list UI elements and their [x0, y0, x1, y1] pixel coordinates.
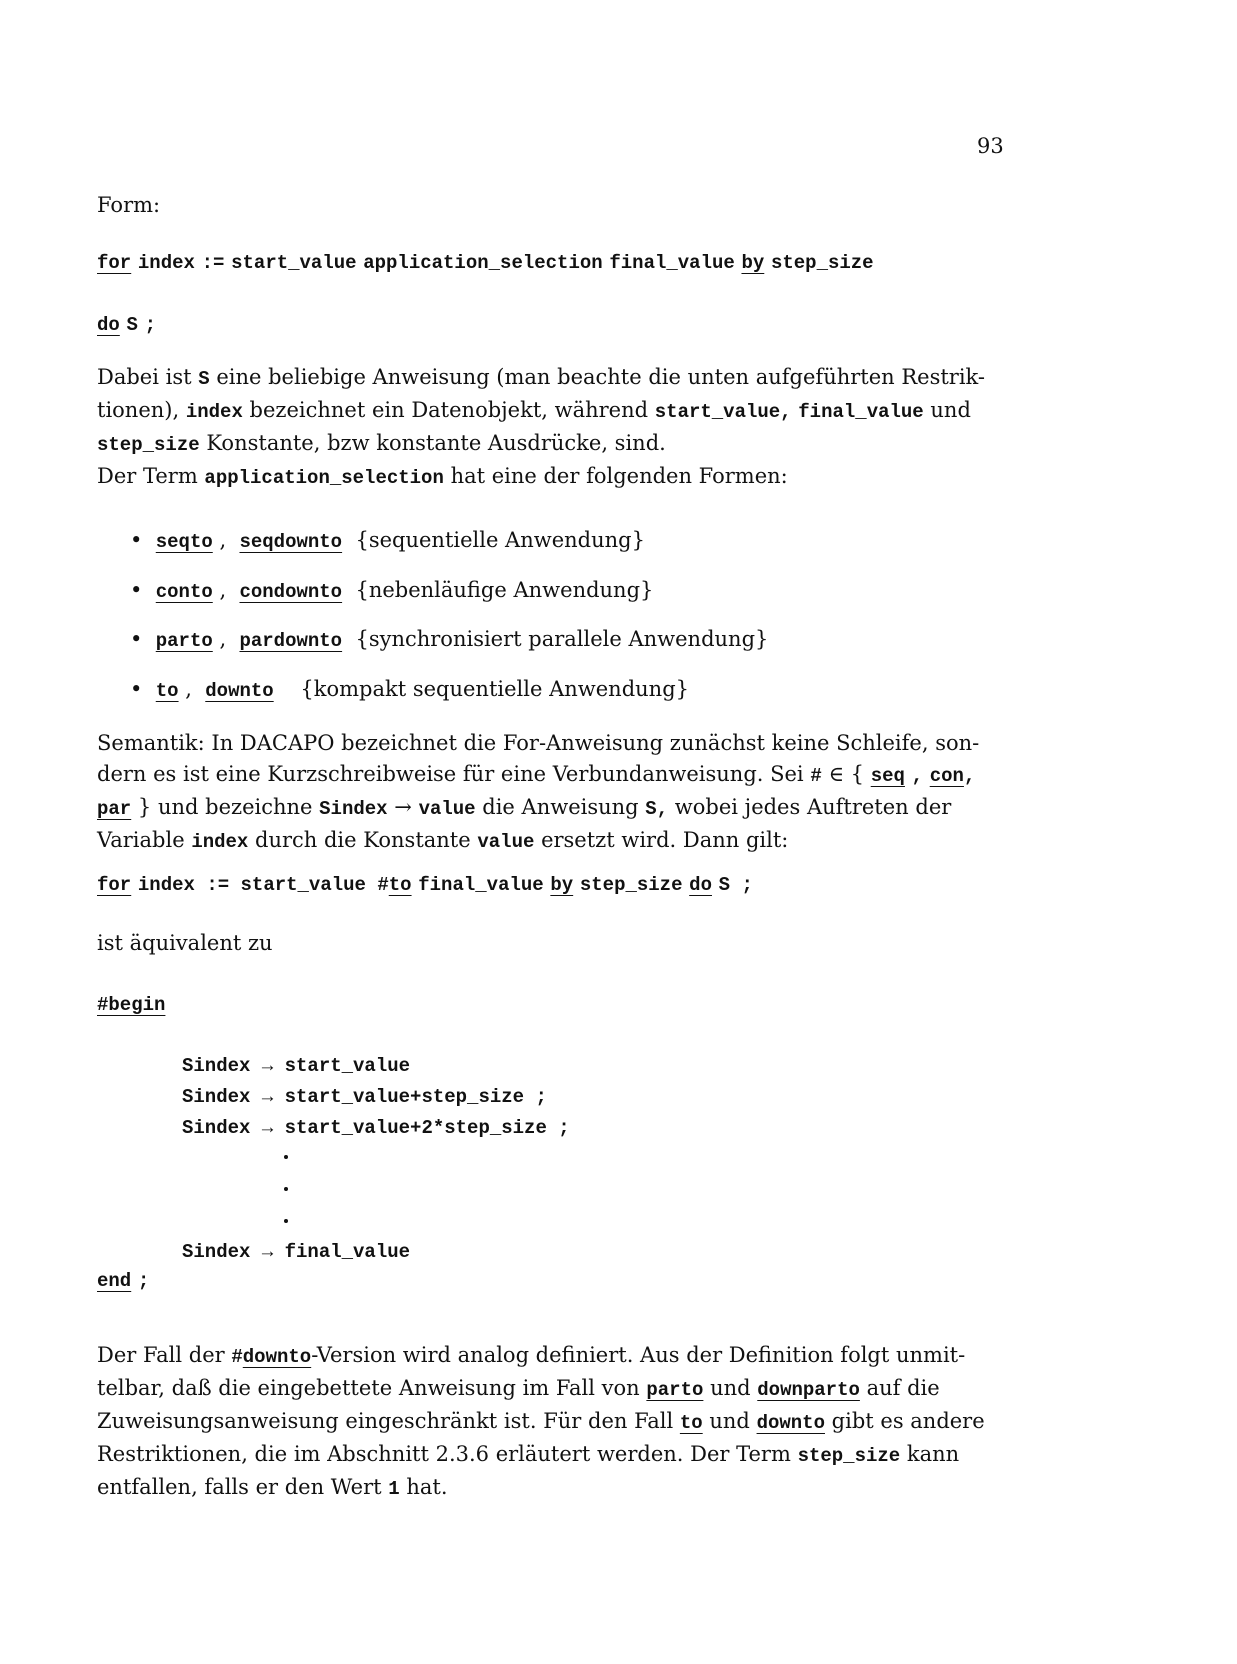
- keyword-parto: parto: [646, 1379, 704, 1401]
- paragraph-definition: [97, 362, 1010, 494]
- hash-symbol: #: [231, 1346, 243, 1368]
- text: wobei jedes Auftreten der Variable: [97, 795, 952, 852]
- index-term: index: [137, 252, 195, 274]
- keyword: seqdownto: [239, 531, 343, 553]
- application-selection-term: application_selection: [363, 252, 603, 274]
- keyword-downparto: downparto: [757, 1379, 860, 1401]
- comma: ,: [963, 765, 976, 787]
- keyword: to: [155, 680, 179, 702]
- keyword: downto: [205, 680, 274, 702]
- text: -Version wird analog definiert. Aus der Definition folgt unmit-telbar, daß die eingebettete Anweisung im Fall von: [97, 1343, 966, 1400]
- text: und: [709, 1409, 750, 1433]
- hash-symbol: #: [810, 765, 822, 787]
- code-s: S: [198, 368, 210, 390]
- code-text: step_size: [579, 874, 683, 896]
- for-keyword: for: [97, 252, 132, 274]
- keyword: pardownto: [239, 630, 343, 652]
- element-of: ∈ {: [828, 762, 865, 786]
- keyword: conto: [155, 581, 213, 603]
- text: Der Fall der: [97, 1343, 225, 1367]
- bullet-icon: •: [130, 627, 143, 651]
- code-text: S ;: [718, 874, 753, 896]
- bullet-description: {nebenläufige Anwendung}: [355, 578, 654, 602]
- start-value-term: start_value: [231, 252, 357, 274]
- ellipsis-dot: [284, 1155, 288, 1159]
- code-s: S,: [645, 798, 669, 820]
- bullet-description: {sequentielle Anwendung}: [355, 528, 645, 552]
- ellipsis-dot: [284, 1219, 288, 1223]
- code-line: Sindex → start_value+2*step_size ;: [182, 1117, 570, 1139]
- text: hat.: [406, 1475, 448, 1499]
- text: und: [710, 1376, 751, 1400]
- for-syntax-line: [97, 246, 874, 279]
- comma: ,: [911, 765, 924, 787]
- end-keyword: end: [97, 1270, 132, 1292]
- text: Konstante, bzw konstante Ausdrücke, sind.: [206, 431, 666, 455]
- code-line: Sindex → start_value: [182, 1055, 411, 1077]
- bullet-item: • seqto , seqdownto {sequentielle Anwendung}: [130, 528, 645, 553]
- by-keyword: by: [550, 874, 574, 896]
- do-keyword: do: [689, 874, 712, 896]
- assign-op: :=: [201, 252, 225, 274]
- to-keyword: to: [388, 874, 412, 896]
- semicolon: ;: [137, 1270, 150, 1292]
- page-number: 93: [977, 134, 1004, 158]
- do-keyword: do: [97, 314, 120, 336]
- ellipsis-dot: [284, 1187, 288, 1191]
- text: gibt es andere Restriktionen, die im Abschnitt 2.3.6 erläutert werden. Der Term: [97, 1409, 985, 1466]
- bullet-icon: •: [130, 578, 143, 602]
- code-value: value: [418, 798, 476, 820]
- code-step-size: step_size: [97, 434, 200, 456]
- bullet-description: {synchronisiert parallele Anwendung}: [355, 627, 769, 651]
- semicolon: ;: [144, 314, 156, 336]
- bullet-description: {kompakt sequentielle Anwendung}: [300, 677, 689, 701]
- text: bezeichnet ein Datenobjekt, während: [249, 398, 649, 422]
- code-index: index: [185, 401, 243, 423]
- code-step-size: step_size: [797, 1445, 901, 1467]
- text: eine beliebige Anweisung (man beachte die unten aufgeführten Restrik-tionen),: [97, 365, 986, 422]
- code-final-value: final_value: [798, 401, 924, 423]
- code-text: final_value: [418, 874, 544, 896]
- begin-keyword: #begin: [97, 994, 166, 1016]
- begin-line: [97, 988, 165, 1021]
- code-start-value: start_value,: [654, 401, 792, 423]
- bullet-item: • conto , condownto {nebenläufige Anwendung}: [130, 578, 654, 603]
- keyword: parto: [155, 630, 213, 652]
- keyword-downto: downto: [242, 1346, 312, 1368]
- keyword-to: to: [679, 1412, 703, 1434]
- text: auf die Zuweisungsanweisung eingeschränkt ist. Für den Fall: [97, 1376, 940, 1433]
- do-syntax-line: [97, 308, 156, 341]
- code-value: value: [477, 831, 535, 853]
- text: Semantik: In DACAPO bezeichnet die For-Anweisung zunächst keine Schleife, son-dern es ist eine Kurzschreibweise für eine Verbundanweisung. Sei: [97, 731, 980, 786]
- for-example-line: [97, 868, 753, 901]
- bullet-icon: •: [130, 677, 143, 701]
- keyword-downto: downto: [756, 1412, 825, 1434]
- keyword-con: con: [929, 765, 964, 787]
- arrow-icon: →: [394, 795, 412, 819]
- text: hat eine der folgenden Formen:: [450, 464, 788, 488]
- brace: }: [137, 795, 152, 819]
- text: Der Term: [97, 464, 198, 488]
- text: ersetzt wird. Dann gilt:: [541, 828, 789, 852]
- keyword-seq: seq: [870, 765, 905, 787]
- keyword: seqto: [155, 531, 213, 553]
- text: durch die Konstante: [255, 828, 471, 852]
- code-one: 1: [388, 1478, 400, 1500]
- code-line: Sindex → start_value+step_size ;: [182, 1086, 547, 1108]
- equivalent-text: ist äquivalent zu: [97, 931, 273, 955]
- keyword: condownto: [239, 581, 343, 603]
- code-text: index := start_value #: [137, 874, 389, 896]
- bullet-item: • parto , pardownto {synchronisiert parallele Anwendung}: [130, 627, 769, 652]
- code-line-last: Sindex → final_value: [182, 1241, 411, 1263]
- code-application-selection: application_selection: [204, 467, 444, 489]
- statement-term: S: [126, 314, 138, 336]
- text: kann entfallen, falls er den Wert: [97, 1442, 960, 1499]
- paragraph-semantik: [97, 728, 1010, 858]
- text: Dabei ist: [97, 365, 192, 389]
- code-sindex: Sindex: [319, 798, 388, 820]
- bullet-item: • to , downto {kompakt sequentielle Anwendung}: [130, 677, 689, 702]
- end-line: [97, 1264, 149, 1297]
- final-value-term: final_value: [609, 252, 735, 274]
- for-keyword: for: [97, 874, 132, 896]
- code-index: index: [191, 831, 249, 853]
- step-size-term: step_size: [770, 252, 874, 274]
- paragraph-final: [97, 1340, 1010, 1505]
- text: und: [930, 398, 971, 422]
- text: und bezeichne: [157, 795, 313, 819]
- form-label: Form:: [97, 193, 161, 217]
- bullet-icon: •: [130, 528, 143, 552]
- keyword-par: par: [97, 798, 132, 820]
- by-keyword: by: [741, 252, 765, 274]
- text: die Anweisung: [482, 795, 639, 819]
